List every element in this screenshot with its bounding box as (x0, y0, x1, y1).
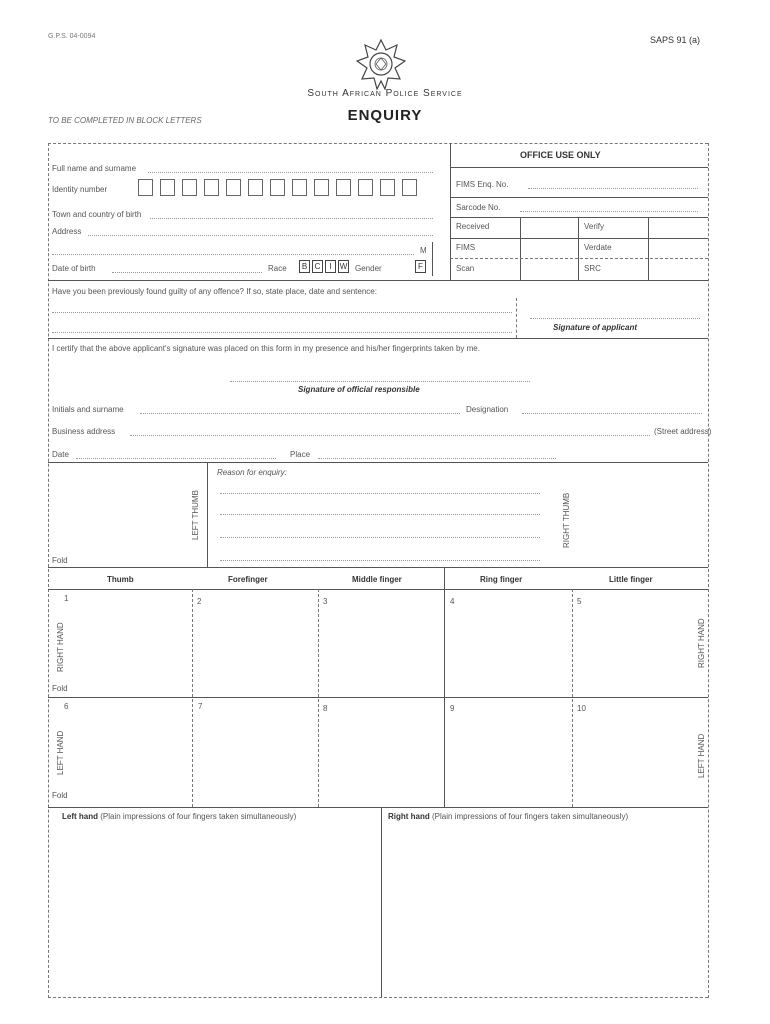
plain-left-title: Left hand (62, 812, 98, 821)
office-col-a (520, 217, 521, 280)
finger-col-2 (318, 589, 319, 807)
finger-9-print-area[interactable] (448, 712, 570, 802)
plain-impressions-rule (48, 807, 708, 808)
plain-right-note: (Plain impressions of four fingers taken simultaneously) (432, 812, 629, 821)
header-forefinger: Forefinger (228, 575, 268, 584)
section-rule-4 (48, 567, 708, 568)
office-divider (450, 143, 451, 280)
plain-right-caption (388, 812, 628, 821)
address-field-line-1[interactable] (88, 235, 433, 236)
finger-col-1 (192, 589, 193, 807)
race-box-i[interactable]: I (325, 260, 336, 273)
street-address-note: (Street address) (654, 427, 712, 436)
office-received-label: Received (456, 222, 490, 231)
business-address-field[interactable] (130, 435, 650, 436)
race-box-c[interactable]: C (312, 260, 323, 273)
print-reference: G.P.S. 04-0094 (48, 33, 96, 40)
finger-9-number: 9 (450, 704, 455, 713)
address-divider (432, 242, 433, 276)
office-verdate-label: Verdate (584, 243, 612, 252)
reason-label: Reason for enquiry: (217, 468, 287, 477)
date-label: Date (52, 450, 69, 459)
header-thumb: Thumb (107, 575, 134, 584)
office-col-c (648, 217, 649, 280)
frame-bottom (48, 997, 708, 998)
finger-5-print-area[interactable] (576, 605, 686, 693)
left-thumb-label: LEFT THUMB (191, 490, 200, 540)
applicant-signature-field[interactable] (530, 318, 700, 319)
finger-10-number: 10 (577, 704, 586, 713)
designation-label: Designation (466, 405, 509, 414)
finger-7-print-area[interactable] (196, 712, 316, 802)
full-names-field[interactable] (148, 172, 433, 173)
frame-left (48, 143, 49, 998)
office-fims-label: FIMS (456, 243, 476, 252)
form-code: SAPS 91 (a) (650, 35, 701, 45)
finger-7-number: 7 (198, 702, 203, 711)
race-label: Race (268, 264, 287, 273)
enquiry-fold-label: Fold (52, 556, 68, 565)
finger-header-rule (48, 589, 708, 590)
finger-row-rule (48, 697, 708, 698)
finger-10-print-area[interactable] (576, 712, 686, 802)
right-hand-label-right: RIGHT HAND (697, 618, 706, 668)
signature-divider (516, 298, 517, 338)
finger-6-print-area[interactable] (66, 712, 190, 802)
address-label: Address (52, 227, 82, 236)
id-suffix: M (420, 246, 427, 255)
initials-surname-field[interactable] (140, 413, 460, 414)
block-letters-instruction: TO BE COMPLETED IN BLOCK LETTERS (48, 116, 202, 125)
section-rule-2 (48, 338, 708, 339)
serial-label: Sarcode No. (456, 203, 501, 212)
agency-name: South African Police Service (307, 88, 463, 99)
conviction-field-line-1[interactable] (52, 312, 512, 313)
town-country-birth-label: Town and country of birth (52, 210, 142, 219)
finger-3-number: 3 (323, 597, 328, 606)
plain-left-note: (Plain impressions of four fingers taken simultaneously) (100, 812, 297, 821)
frame-right (708, 143, 709, 998)
finger-8-print-area[interactable] (322, 712, 442, 802)
initials-surname-label: Initials and surname (52, 405, 124, 414)
official-signature-label: Signature of official responsible (298, 385, 420, 394)
finger-1-print-area[interactable] (66, 605, 190, 693)
business-address-label: Business address (52, 427, 116, 436)
finger-5-number: 5 (577, 597, 582, 606)
fims-enq-label: FIMS Enq. No. (456, 180, 509, 189)
finger-8-number: 8 (323, 704, 328, 713)
office-rule-4 (450, 258, 708, 259)
conviction-field-line-2[interactable] (52, 332, 512, 333)
header-ring-finger: Ring finger (480, 575, 523, 584)
finger-2-print-area[interactable] (196, 605, 316, 693)
applicant-signature-label: Signature of applicant (553, 323, 638, 332)
finger-6-number: 6 (64, 702, 69, 711)
finger-4-print-area[interactable] (448, 605, 570, 693)
reason-field-line-4[interactable] (220, 560, 540, 561)
town-country-birth-field[interactable] (150, 218, 433, 219)
saps-star-emblem-icon (356, 38, 406, 90)
left-hand-label-right: LEFT HAND (697, 733, 706, 778)
form-title: ENQUIRY (347, 107, 423, 124)
fims-enq-field[interactable] (528, 188, 698, 189)
hand-divider (444, 567, 445, 807)
designation-field[interactable] (522, 413, 702, 414)
right-hand-label-left: RIGHT HAND (56, 622, 65, 672)
right-hand-fold-label: Fold (52, 684, 68, 693)
gender-label: Gender (355, 264, 382, 273)
thumb-box-divider (207, 462, 208, 567)
finger-3-print-area[interactable] (322, 605, 442, 693)
header-little-finger: Little finger (609, 575, 653, 584)
left-hand-label-left: LEFT HAND (56, 730, 65, 775)
office-scan-label: Scan (456, 264, 475, 273)
section-rule-1 (48, 280, 708, 281)
header-middle-finger: Middle finger (352, 575, 402, 584)
id-number-label: Identity number (52, 185, 108, 194)
official-signature-field[interactable] (230, 381, 530, 382)
place-label: Place (290, 450, 311, 459)
section-rule-3 (48, 462, 708, 463)
certification-text: I certify that the above applicant's signature was placed on this form in my presence and his/her fingerprints taken by me. (52, 344, 480, 353)
office-use-heading: OFFICE USE ONLY (520, 150, 601, 160)
conviction-question: Have you been previously found guilty of any offence? If so, state place, date and sentence: (52, 287, 377, 296)
reason-field-line-1[interactable] (220, 493, 540, 494)
office-rule-1 (450, 197, 708, 198)
reason-field-line-2[interactable] (220, 514, 540, 515)
place-field[interactable] (318, 458, 556, 459)
plain-left-print-area[interactable] (52, 828, 377, 993)
plain-divider (381, 807, 382, 997)
office-rule-3 (450, 238, 708, 239)
finger-2-number: 2 (197, 597, 202, 606)
race-box-w[interactable]: W (339, 262, 348, 271)
finger-4-number: 4 (450, 597, 455, 606)
office-col-b (578, 217, 579, 280)
office-verify-label: Verify (584, 222, 605, 231)
right-thumb-label: RIGHT THUMB (562, 492, 571, 548)
left-hand-fold-label: Fold (52, 791, 68, 800)
date-of-birth-field[interactable] (112, 272, 262, 273)
address-field-line-2[interactable] (52, 254, 414, 255)
finger-1-number: 1 (64, 594, 69, 603)
date-of-birth-label: Date of birth (52, 264, 96, 273)
date-field[interactable] (76, 458, 276, 459)
race-box-b[interactable]: B (299, 260, 310, 273)
plain-left-caption (62, 812, 296, 821)
serial-field[interactable] (520, 211, 698, 212)
frame-top (48, 143, 708, 144)
plain-right-print-area[interactable] (386, 828, 704, 993)
reason-field-line-3[interactable] (220, 537, 540, 538)
office-rule-2 (450, 217, 708, 218)
finger-col-3 (572, 589, 573, 807)
office-heading-rule (450, 167, 708, 168)
office-src-label: SRC (584, 264, 601, 273)
plain-right-title: Right hand (388, 812, 430, 821)
full-names-label: Full name and surname (52, 164, 137, 173)
gender-box[interactable]: F (415, 260, 426, 273)
